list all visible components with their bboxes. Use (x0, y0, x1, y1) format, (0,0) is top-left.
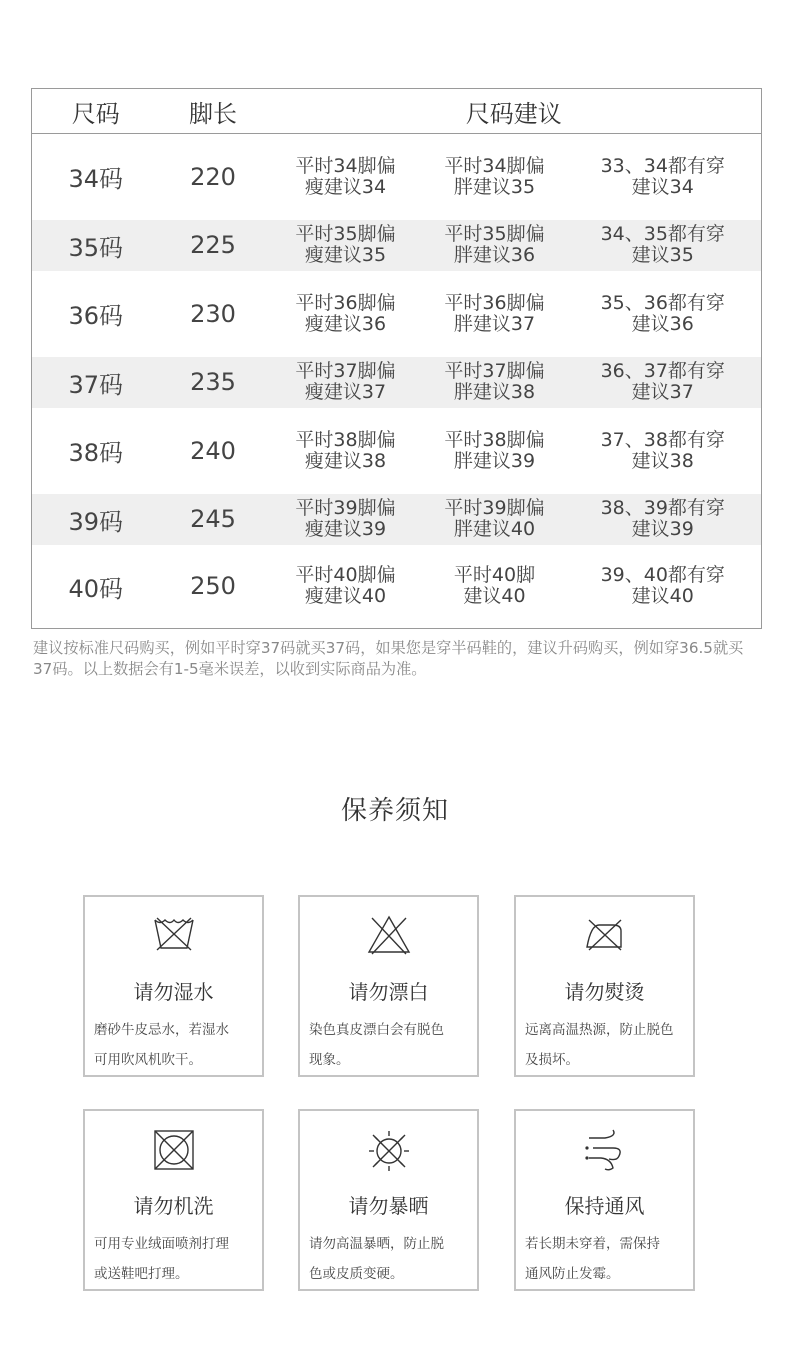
foot-length-cell: 235 (160, 357, 267, 408)
suggestion-cell (565, 220, 762, 271)
suggestion-line: 平时40脚偏 (295, 564, 396, 587)
suggestion-line: 瘦建议40 (304, 585, 387, 608)
suggestion-cell (565, 545, 762, 629)
no-bleach-icon (300, 914, 477, 958)
care-card-no-iron (514, 895, 695, 1077)
suggestion-line: 建议35 (631, 244, 694, 266)
suggestion-cell (425, 220, 565, 271)
suggestion-line: 平时37脚偏 (295, 360, 396, 382)
suggestion-line: 平时36脚偏 (295, 291, 396, 314)
suggestion-line: 36、37都有穿 (600, 360, 725, 382)
table-row (32, 220, 762, 271)
foot-length-cell: 245 (160, 494, 267, 545)
care-card-no-sun (298, 1109, 479, 1291)
suggestion-line: 瘦建议39 (304, 518, 387, 540)
suggestion-line: 胖建议35 (453, 175, 536, 198)
size-cell: 37码 (32, 357, 160, 408)
suggestion-cell (565, 408, 762, 494)
care-card-desc: 若长期未穿着，需保持 通风防止发霉。 (525, 1236, 660, 1282)
suggestion-line: 建议39 (631, 518, 694, 540)
suggestion-line: 平时35脚偏 (295, 223, 396, 245)
suggestion-line: 胖建议37 (453, 312, 536, 335)
suggestion-cell (565, 134, 762, 220)
suggestion-line: 38、39都有穿 (600, 497, 725, 519)
ventilation-icon (516, 1128, 693, 1172)
header-foot-length: 脚长 (160, 89, 267, 134)
suggestion-line: 34、35都有穿 (600, 223, 725, 245)
care-card-desc: 染色真皮漂白会有脱色 现象。 (309, 1022, 444, 1068)
suggestion-line: 胖建议40 (453, 518, 536, 540)
suggestion-cell (565, 357, 762, 408)
size-cell: 35码 (32, 220, 160, 271)
suggestion-line: 建议40 (631, 585, 694, 608)
no-machine-wash-icon (85, 1128, 262, 1172)
size-cell: 34码 (68, 165, 124, 194)
suggestion-line: 平时38脚偏 (295, 428, 396, 451)
suggestion-line: 39、40都有穿 (600, 564, 725, 587)
suggestion-cell (267, 220, 425, 271)
care-card-title: 请勿漂白 (348, 980, 429, 1004)
suggestion-cell (425, 357, 565, 408)
size-chart-table (31, 88, 762, 629)
suggestion-line: 建议40 (463, 585, 526, 608)
table-header-row (32, 89, 762, 134)
suggestion-cell (425, 134, 565, 220)
table-row (32, 408, 762, 494)
header-size-suggestion: 尺码建议 (267, 89, 762, 134)
suggestion-cell (425, 545, 565, 629)
suggestion-cell (267, 408, 425, 494)
care-card-title: 请勿湿水 (133, 980, 214, 1004)
suggestion-line: 胖建议38 (453, 381, 536, 403)
care-card-desc: 远离高温热源，防止脱色 及损坏。 (525, 1022, 674, 1068)
suggestion-cell (267, 545, 425, 629)
suggestion-cell (267, 271, 425, 357)
suggestion-line: 平时37脚偏 (444, 360, 545, 382)
table-row (32, 494, 762, 545)
size-cell: 40码 (68, 574, 124, 603)
suggestion-cell (565, 271, 762, 357)
size-cell: 38码 (68, 439, 124, 467)
header-size: 尺码 (32, 89, 160, 134)
care-card-title: 请勿暴晒 (348, 1194, 429, 1218)
suggestion-line: 建议38 (631, 449, 694, 472)
suggestion-cell (425, 408, 565, 494)
care-section-title: 保养须知 (340, 796, 449, 826)
care-card-desc: 请勿高温暴晒，防止脱 色或皮质变硬。 (309, 1236, 444, 1282)
care-card-no-wash (83, 895, 264, 1077)
suggestion-line: 胖建议36 (453, 244, 536, 266)
care-card-title: 请勿熨烫 (564, 980, 645, 1004)
suggestion-cell (425, 494, 565, 545)
suggestion-cell (267, 494, 425, 545)
foot-length-cell: 225 (160, 220, 267, 271)
table-row (32, 134, 762, 220)
care-card-desc: 可用专业绒面喷剂打理 或送鞋吧打理。 (94, 1236, 229, 1282)
suggestion-line: 瘦建议36 (304, 312, 387, 335)
suggestion-line: 建议37 (631, 381, 694, 403)
care-card-no-machine-wash (83, 1109, 264, 1291)
suggestion-line: 平时38脚偏 (444, 428, 545, 451)
care-card-ventilation (514, 1109, 695, 1291)
suggestion-cell (425, 271, 565, 357)
foot-length-cell: 250 (190, 572, 236, 601)
care-card-no-bleach (298, 895, 479, 1077)
suggestion-line: 33、34都有穿 (600, 154, 725, 177)
no-sun-exposure-icon (300, 1128, 477, 1172)
foot-length-cell: 240 (190, 436, 236, 465)
suggestion-line: 建议36 (631, 312, 694, 335)
suggestion-line: 胖建议39 (453, 449, 536, 472)
suggestion-line: 瘦建议38 (304, 449, 387, 472)
suggestion-line: 平时34脚偏 (444, 154, 545, 177)
care-card-title: 保持通风 (564, 1194, 645, 1218)
table-row (32, 357, 762, 408)
suggestion-cell (565, 494, 762, 545)
size-note: 建议按标准尺码购买，例如平时穿37码就买37码，如果您是穿半码鞋的，建议升码购买，例如穿36.5就买37码。以上数据会有1-5毫米误差，以收到实际商品为准。 (33, 639, 744, 678)
foot-length-cell: 230 (190, 299, 236, 328)
care-card-title: 请勿机洗 (133, 1194, 214, 1218)
suggestion-line: 平时39脚偏 (295, 497, 396, 519)
suggestion-line: 瘦建议35 (304, 244, 387, 266)
size-cell: 39码 (32, 494, 160, 545)
suggestion-line: 平时35脚偏 (444, 223, 545, 245)
table-row (32, 271, 762, 357)
size-cell: 36码 (68, 302, 124, 330)
suggestion-line: 37、38都有穿 (600, 428, 725, 451)
suggestion-line: 建议34 (631, 175, 694, 198)
no-iron-icon (516, 914, 693, 958)
table-row (32, 545, 762, 629)
suggestion-line: 瘦建议37 (304, 381, 387, 403)
suggestion-cell (267, 134, 425, 220)
suggestion-line: 平时34脚偏 (295, 154, 396, 177)
suggestion-line: 平时36脚偏 (444, 291, 545, 314)
suggestion-line: 35、36都有穿 (600, 291, 725, 314)
suggestion-line: 平时39脚偏 (444, 497, 545, 519)
foot-length-cell: 220 (190, 162, 236, 191)
suggestion-cell (267, 357, 425, 408)
suggestion-line: 瘦建议34 (304, 175, 387, 198)
table-body (32, 134, 762, 629)
care-card-desc: 磨砂牛皮忌水，若湿水 可用吹风机吹干。 (94, 1022, 229, 1068)
no-wash-tub-icon (85, 914, 262, 958)
suggestion-line: 平时40脚 (453, 564, 536, 587)
